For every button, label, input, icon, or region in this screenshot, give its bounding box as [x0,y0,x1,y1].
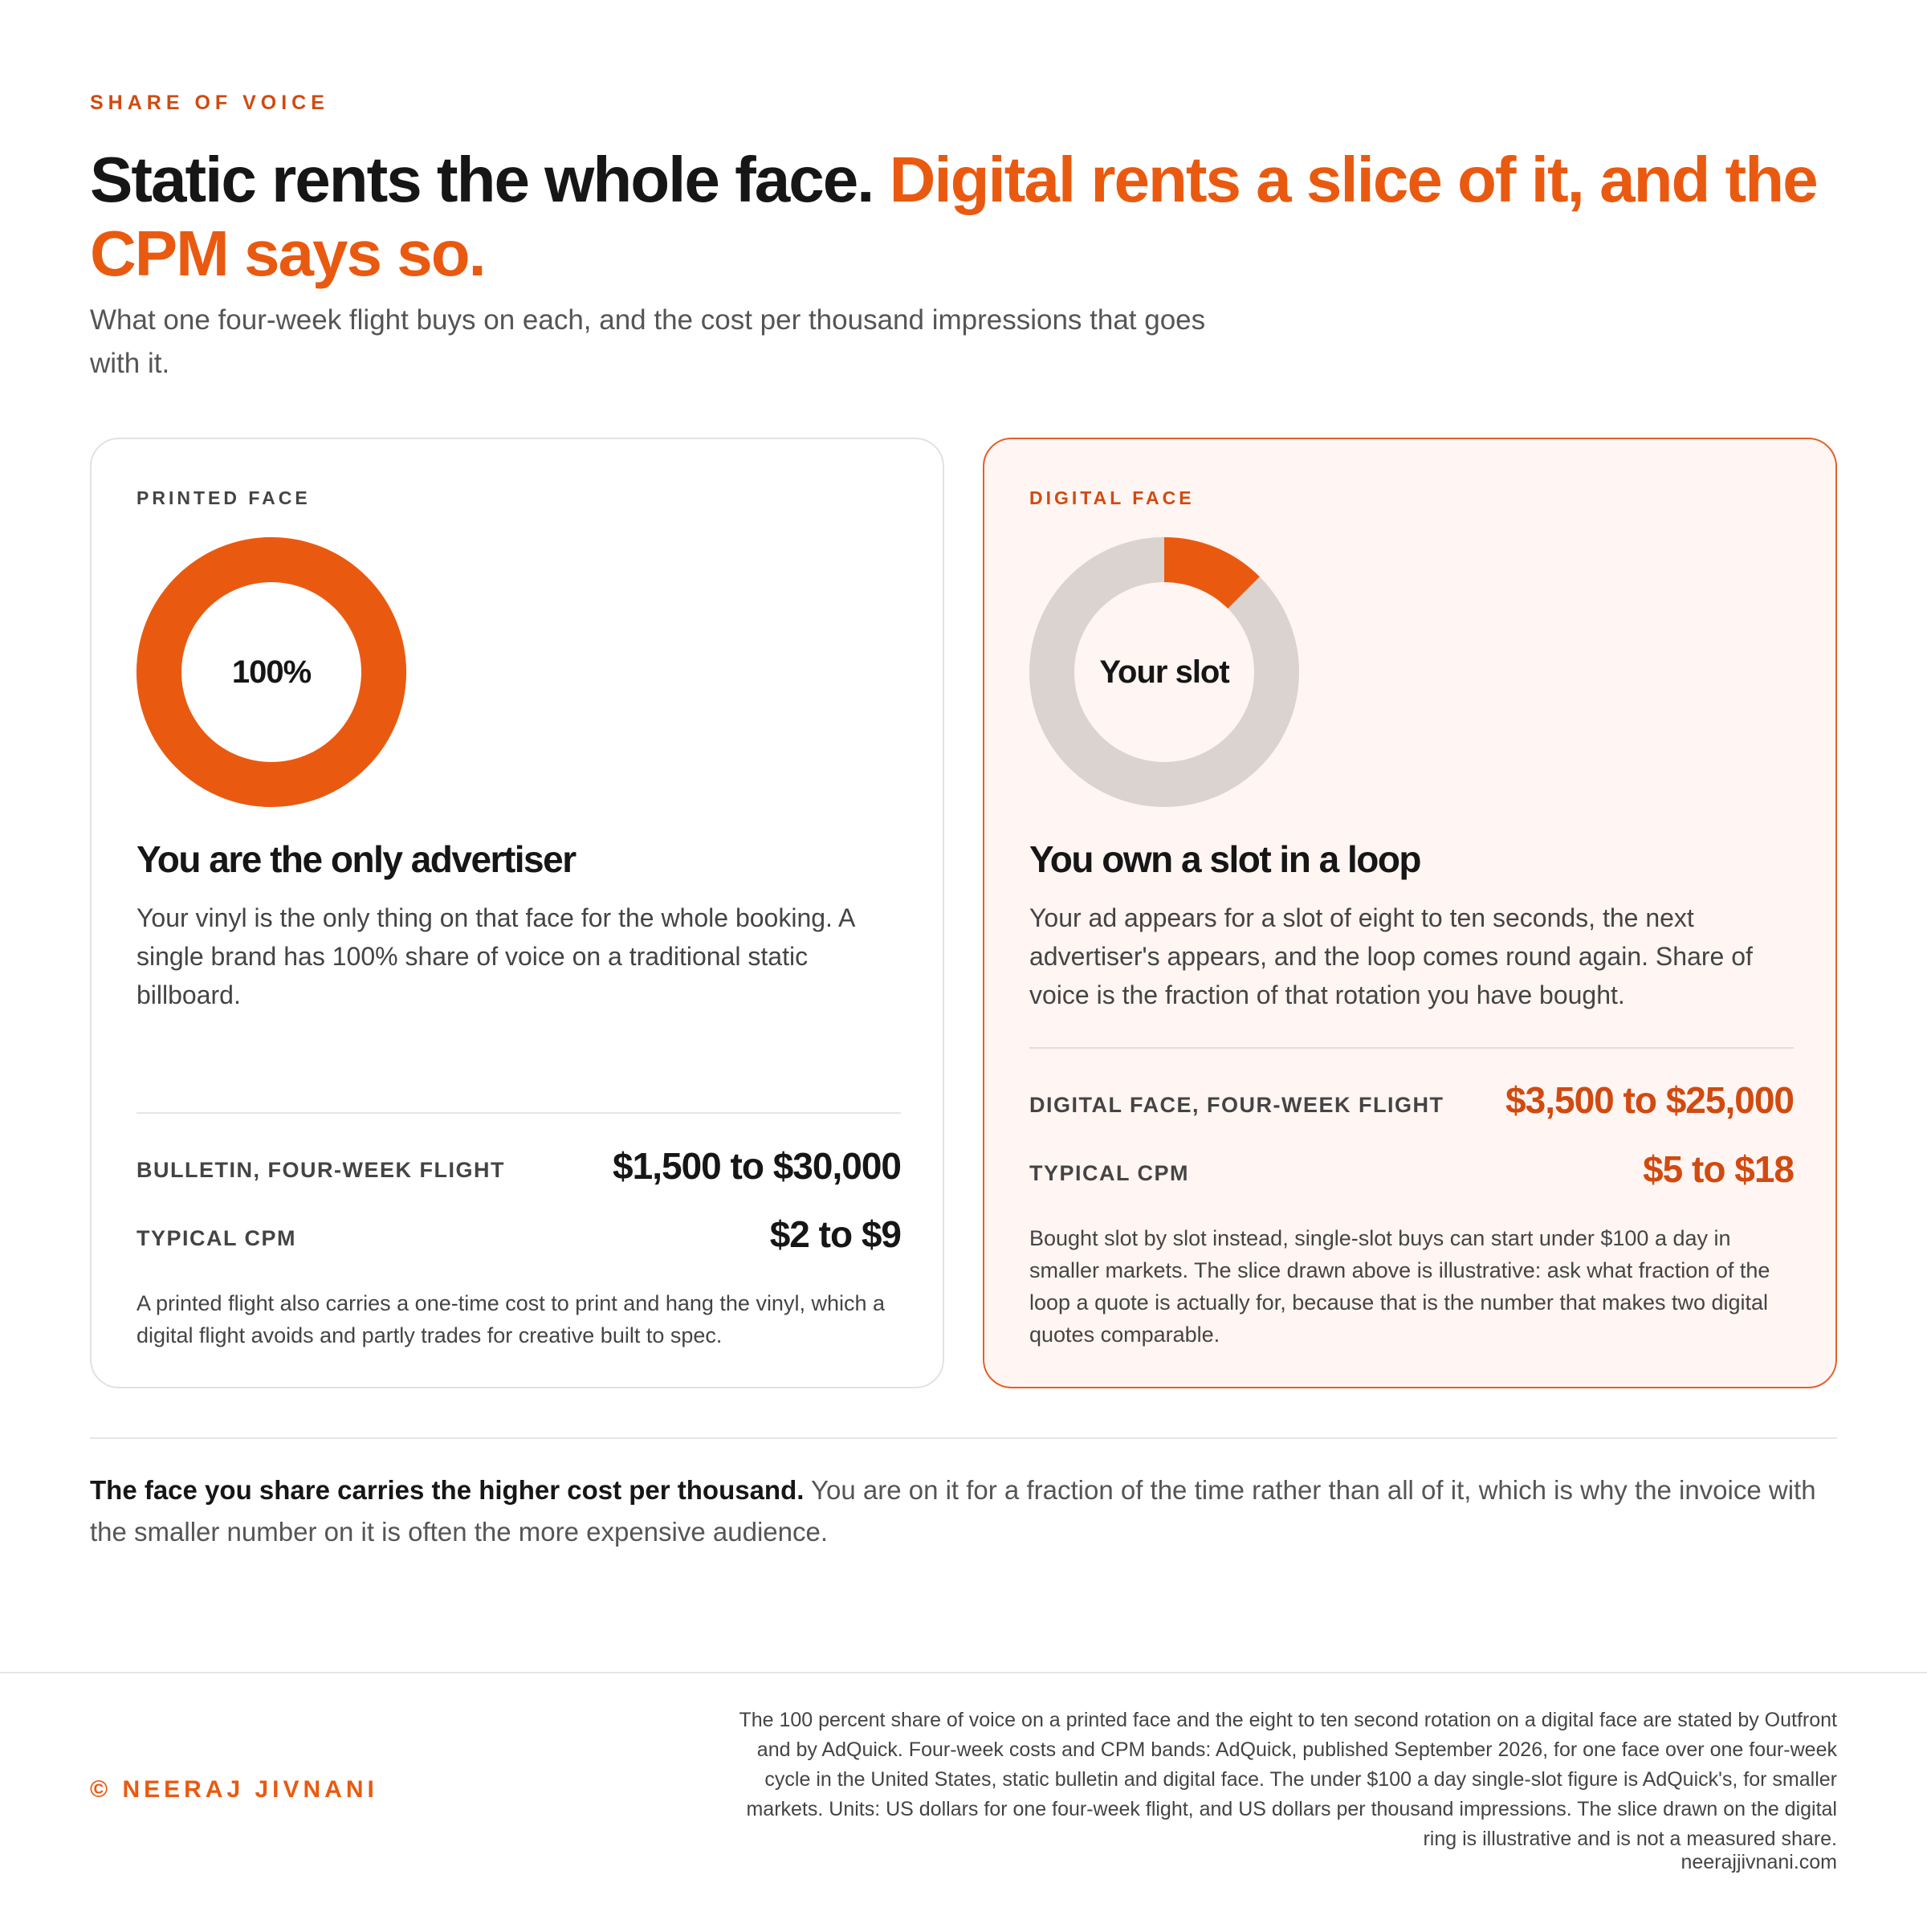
printed-face-label: PRINTED FACE [136,487,311,508]
site-link[interactable]: neerajjivnani.com [1681,1851,1837,1873]
headline-lead: Static rents the whole face. [90,144,874,215]
printed-divider [136,1112,901,1114]
digital-flight-cost-label: DIGITAL FACE, FOUR-WEEK FLIGHT [1029,1093,1444,1117]
digital-face-card [983,438,1837,1388]
printed-title: You are the only advertiser [136,838,576,880]
takeaway-rest: You are on it for a fraction of the time rather than all of it, which is why the invoice with the smaller number on it is often the more expensive audience. [90,1475,1816,1547]
printed-body: Your vinyl is the only thing on that face for the whole booking. A single brand has 100% share of voice on a traditional static billboard. [136,903,854,1009]
printed-face-card [90,438,944,1388]
footer-divider [0,1672,1927,1673]
takeaway [90,1469,1837,1553]
digital-face-label: DIGITAL FACE [1029,487,1195,508]
digital-cpm-value: $5 to $18 [1643,1148,1794,1190]
printed-flight-cost-value: $1,500 to $30,000 [613,1145,901,1187]
subtitle: What one four-week flight buys on each, and the cost per thousand impressions that goes with it. [90,304,1206,379]
digital-ring-text: Your slot [1099,654,1229,690]
printed-note: A printed flight also carries a one-time cost to print and hang the vinyl, which a digital flight avoids and partly trades for creative built to spec. [136,1291,886,1347]
printed-ring-text: 100% [231,654,312,690]
digital-body: Your ad appears for a slot of eight to ten seconds, the next advertiser's appears, and the loop comes round again. Share of voice is the fraction of that rotation you have bought. [1029,903,1753,1009]
headline [90,143,1837,291]
digital-note: Bought slot by slot instead, single-slot buys can start under $100 a day in smaller markets. The slice drawn above is illustrative: ask what fraction of the loop a quote is actually for, because that is the number that makes two digital quotes comparable. [1029,1226,1770,1347]
digital-flight-cost-value: $3,500 to $25,000 [1505,1079,1794,1121]
headline-accent: Digital rents a slice of it, and the CPM says so. [90,144,1817,289]
printed-flight-cost-label: BULLETIN, FOUR-WEEK FLIGHT [136,1158,505,1182]
digital-title: You own a slot in a loop [1029,838,1421,880]
printed-cpm-label: TYPICAL CPM [136,1226,297,1250]
section-divider [90,1437,1837,1439]
eyebrow: SHARE OF VOICE [90,92,329,114]
takeaway-bold: The face you share carries the higher cost per thousand. [90,1475,805,1505]
digital-divider [1029,1047,1794,1049]
printed-cpm-value: $2 to $9 [769,1213,901,1255]
digital-cpm-label: TYPICAL CPM [1029,1161,1190,1185]
copyright: © NEERAJ JIVNANI [90,1776,378,1803]
source-note: The 100 percent share of voice on a printed face and the eight to ten second rotation on a digital face are stated by Outfront and by AdQuick. Four-week costs and CPM bands: AdQuick, published September 2026, for one face over one four-week cycle in the United States, static bulletin and digital face. The under $100 a day single-slot figure is AdQuick's, for smaller markets. Units: US dollars for one four-week flight, and US dollars per thousand impressions. The slice drawn on the digital ring is illustrative and is not a measured share. [739,1709,1837,1850]
